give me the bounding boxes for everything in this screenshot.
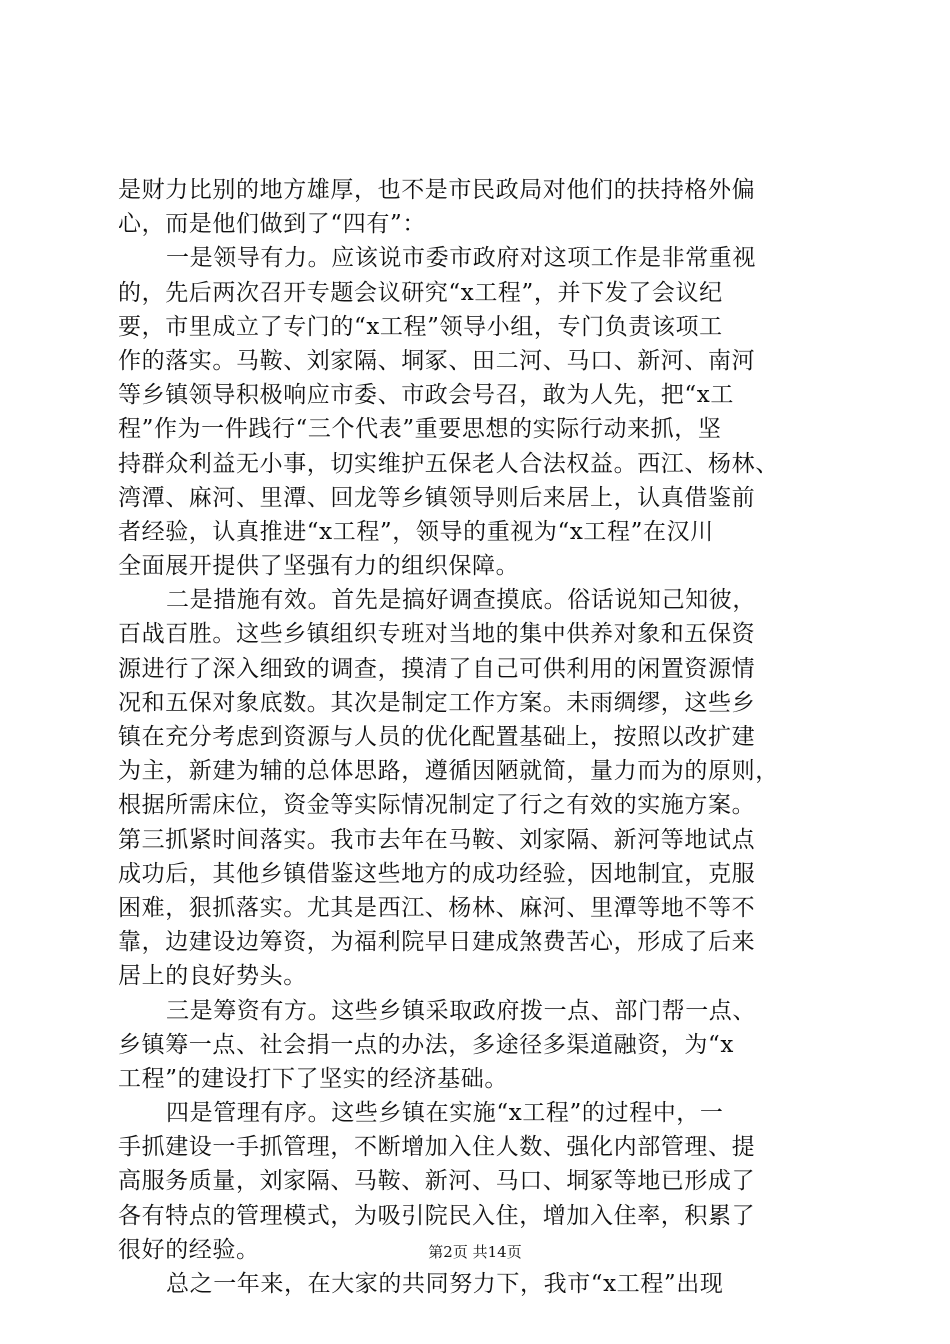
text-line: 困难，狠抓落实。尤其是西江、杨林、麻河、里潭等地不等不 bbox=[118, 894, 756, 921]
text-line: 等乡镇领导积极响应市委、市政会号召，敢为人先，把“x工 bbox=[118, 382, 734, 409]
text-line: 为主，新建为辅的总体思路，遵循因陋就简，量力而为的原则， bbox=[118, 758, 779, 785]
text-line: 的，先后两次召开专题会议研究“x工程”，并下发了会议纪 bbox=[118, 279, 723, 306]
text-line: 手抓建设一手抓管理，不断增加入住人数、强化内部管理、提 bbox=[118, 1134, 756, 1161]
text-line: 百战百胜。这些乡镇组织专班对当地的集中供养对象和五保资 bbox=[118, 621, 756, 648]
text-line: 湾潭、麻河、里潭、回龙等乡镇领导则后来居上，认真借鉴前 bbox=[118, 484, 756, 511]
text-line: 三是筹资有方。这些乡镇采取政府拨一点、部门帮一点、 bbox=[166, 997, 756, 1024]
text-line: 心，而是他们做到了“四有”： bbox=[118, 211, 426, 238]
page-number-footer: 第2页 共14页 bbox=[428, 1243, 522, 1261]
text-line: 一是领导有力。应该说市委市政府对这项工作是非常重视 bbox=[166, 245, 756, 272]
text-line: 者经验，认真推进“x工程”，领导的重视为“x工程”在汉川 bbox=[118, 518, 714, 545]
text-line: 源进行了深入细致的调查，摸清了自己可供利用的闲置资源情 bbox=[118, 655, 756, 682]
text-line: 居上的良好势头。 bbox=[118, 963, 307, 990]
text-line: 总之一年来，在大家的共同努力下，我市“x工程”出现 bbox=[166, 1271, 724, 1297]
text-line: 乡镇筹一点、社会捐一点的办法，多途径多渠道融资，为“x bbox=[118, 1031, 734, 1058]
text-line: 成功后，其他乡镇借鉴这些地方的成功经验，因地制宜，克服 bbox=[118, 860, 756, 887]
text-line: 全面展开提供了坚强有力的组织保障。 bbox=[118, 553, 520, 580]
text-line: 二是措施有效。首先是搞好调查摸底。俗话说知己知彼， bbox=[166, 587, 756, 614]
text-line: 镇在充分考虑到资源与人员的优化配置基础上，按照以改扩建 bbox=[118, 724, 756, 750]
text-line: 工程”的建设打下了坚实的经济基础。 bbox=[118, 1065, 508, 1092]
text-line: 要，市里成立了专门的“x工程”领导小组，专门负责该项工 bbox=[118, 313, 723, 340]
document-body bbox=[118, 173, 833, 1301]
text-line: 第三抓紧时间落实。我市去年在马鞍、刘家隔、新河等地试点 bbox=[118, 826, 756, 853]
text-line: 况和五保对象底数。其次是制定工作方案。未雨绸缪，这些乡 bbox=[118, 689, 756, 716]
text-line: 靠，边建设边筹资，为福利院早日建成煞费苦心，形成了后来 bbox=[118, 929, 756, 956]
text-line: 四是管理有序。这些乡镇在实施“x工程”的过程中，一 bbox=[166, 1100, 724, 1127]
text-line: 很好的经验。 bbox=[118, 1236, 260, 1263]
text-line: 高服务质量，刘家隔、马鞍、新河、马口、垌冢等地已形成了 bbox=[118, 1168, 756, 1195]
text-line: 程”作为一件践行“三个代表”重要思想的实际行动来抓，坚 bbox=[118, 416, 722, 443]
text-line: 持群众利益无小事，切实维护五保老人合法权益。西江、杨林、 bbox=[118, 450, 779, 477]
text-line: 作的落实。马鞍、刘家隔、垌冢、田二河、马口、新河、南河 bbox=[118, 347, 756, 374]
text-line: 是财力比别的地方雄厚，也不是市民政局对他们的扶持格外偏 bbox=[118, 177, 756, 203]
text-line: 各有特点的管理模式，为吸引院民入住，增加入住率，积累了 bbox=[118, 1202, 756, 1229]
text-line: 根据所需床位，资金等实际情况制定了行之有效的实施方案。 bbox=[118, 792, 756, 819]
